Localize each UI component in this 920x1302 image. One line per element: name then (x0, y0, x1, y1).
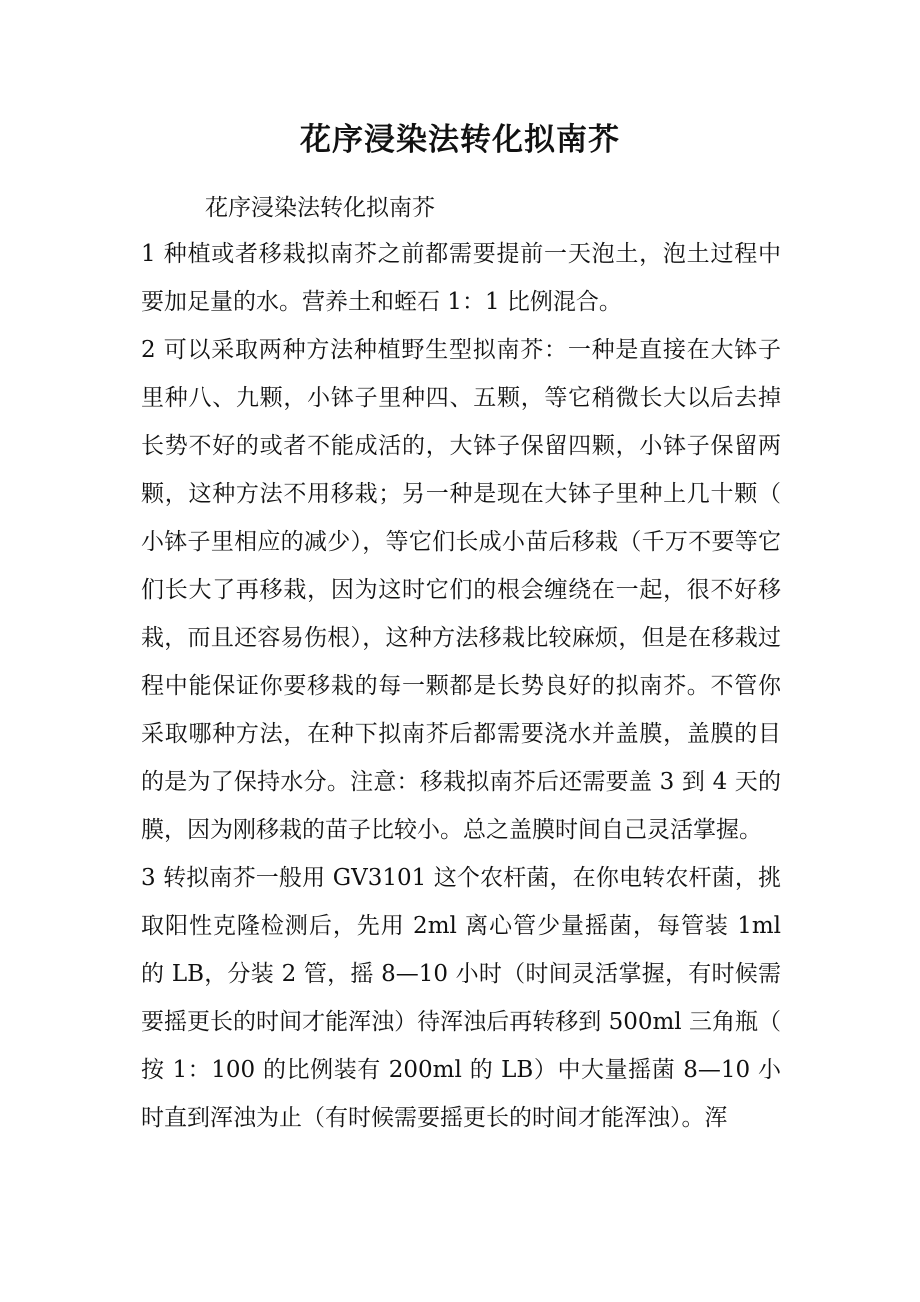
document-subtitle: 花序浸染法转化拟南芥 (205, 195, 435, 221)
document-body (141, 186, 781, 1142)
paragraph-step-3: 3 转拟南芥一般用 GV3101 这个农杆菌，在你电转农杆菌，挑取阳性克隆检测后，先用 2ml 离心管少量摇菌，每管装 1ml 的 LB，分装 2 管，摇 8—10 小时（时间灵活掌握，有时候需要摇更长的时间才能浑浊）待浑浊后再转移到 500ml 三角瓶（按 1：100 的比例装有 200ml 的 LB）中大量摇菌 8—10 小时直到浑浊为止（有时候需要摇更长的时间才能浑浊）。浑 (141, 865, 781, 1131)
paragraph-step-2: 2 可以采取两种方法种植野生型拟南芥：一种是直接在大钵子里种八、九颗，小钵子里种四、五颗，等它稍微长大以后去掉长势不好的或者不能成活的，大钵子保留四颗，小钵子保留两颗，这种方法不用移栽；另一种是现在大钵子里种上几十颗（小钵子里相应的减少），等它们长成小苗后移栽（千万不要等它们长大了再移栽，因为这时它们的根会缠绕在一起，很不好移栽，而且还容易伤根），这种方法移栽比较麻烦，但是在移栽过程中能保证你要移栽的每一颗都是长势良好的拟南芥。不管你采取哪种方法，在种下拟南芥后都需要浇水并盖膜，盖膜的目的是为了保持水分。注意：移栽拟南芥后还需要盖 3 到 4 天的膜，因为刚移栽的苗子比较小。总之盖膜时间自己灵活掌握。 (141, 337, 781, 843)
paragraph-step-1: 1 种植或者移栽拟南芥之前都需要提前一天泡土，泡土过程中要加足量的水。营养土和蛭石 1：1 比例混合。 (141, 241, 781, 315)
document-title: 花序浸染法转化拟南芥 (300, 122, 620, 158)
